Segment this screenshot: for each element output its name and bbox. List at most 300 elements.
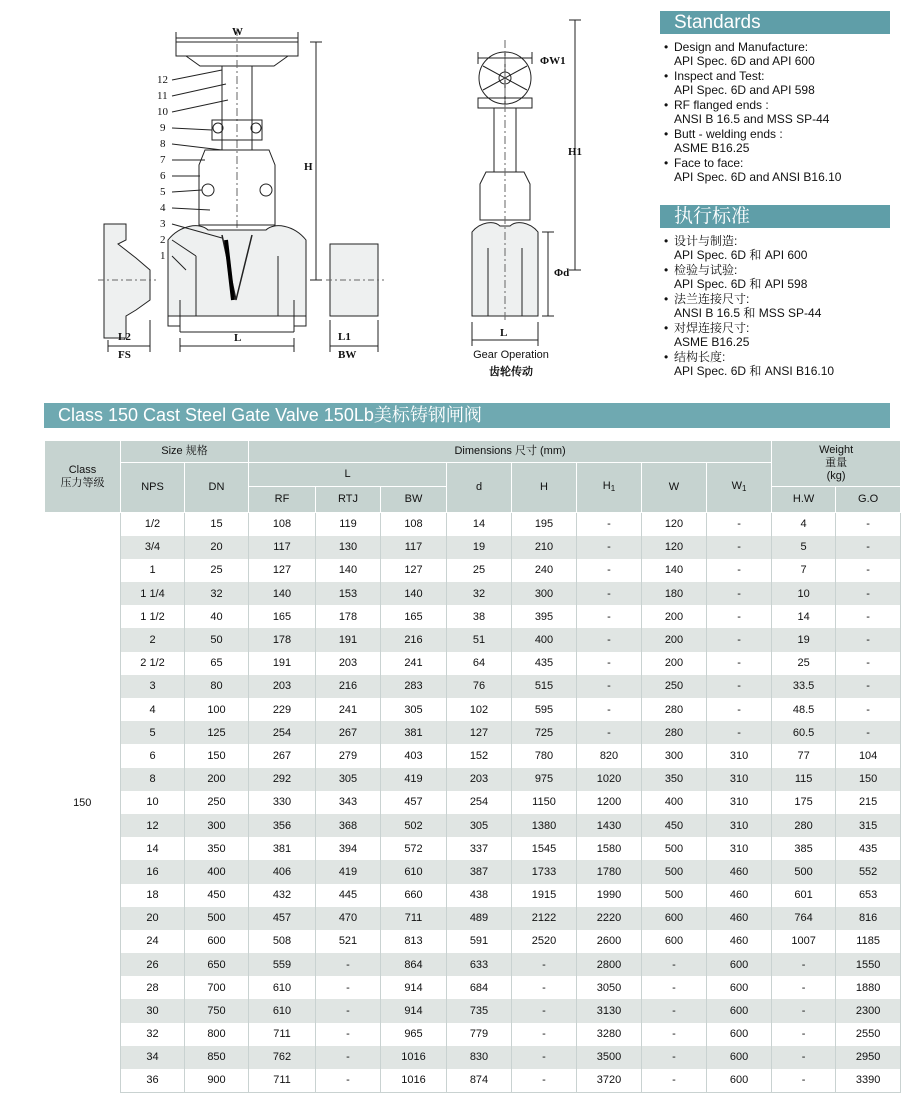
- table-row: [45, 814, 901, 837]
- table-cell: 280: [642, 698, 707, 721]
- table-cell: 750: [185, 999, 249, 1022]
- table-row: [45, 907, 901, 930]
- table-cell: 215: [836, 791, 901, 814]
- table-cell: 600: [642, 907, 707, 930]
- standard-label: • 检验与试验:: [664, 263, 890, 277]
- table-cell: 816: [836, 907, 901, 930]
- table-cell: 2: [121, 628, 185, 651]
- table-cell: 400: [185, 860, 249, 883]
- table-cell: 1016: [381, 1046, 447, 1069]
- table-cell: 500: [642, 837, 707, 860]
- table-cell: 610: [381, 860, 447, 883]
- table-cell: 559: [249, 953, 316, 976]
- table-cell: -: [577, 721, 642, 744]
- table-cell: 1430: [577, 814, 642, 837]
- table-cell: 1915: [512, 884, 577, 907]
- table-cell: 1780: [577, 860, 642, 883]
- table-cell: 502: [381, 814, 447, 837]
- table-cell: 500: [185, 907, 249, 930]
- table-cell: -: [772, 1069, 836, 1092]
- table-row: [45, 698, 901, 721]
- table-row: [45, 559, 901, 582]
- table-row: [45, 652, 901, 675]
- table-cell: 900: [185, 1069, 249, 1092]
- dim-label-fs: FS: [118, 349, 131, 361]
- table-cell: 3390: [836, 1069, 901, 1092]
- header-h1-sub: 1: [610, 484, 616, 493]
- table-cell: -: [836, 605, 901, 628]
- table-cell: 25: [185, 559, 249, 582]
- table-cell: 60.5: [772, 721, 836, 744]
- standard-item: [664, 98, 890, 126]
- table-cell: 813: [381, 930, 447, 953]
- table-cell: 200: [185, 768, 249, 791]
- table-cell: 200: [642, 605, 707, 628]
- table-cell: 381: [381, 721, 447, 744]
- table-cell: -: [642, 1023, 707, 1046]
- table-cell: 330: [249, 791, 316, 814]
- table-cell: 305: [316, 768, 381, 791]
- table-cell: 140: [249, 582, 316, 605]
- part-number: 4: [160, 202, 166, 214]
- part-number: 1: [160, 250, 166, 262]
- table-cell: 64: [447, 652, 512, 675]
- part-number: 11: [157, 90, 168, 102]
- table-cell: 343: [316, 791, 381, 814]
- dim-label-d: Φd: [554, 267, 570, 279]
- table-cell: 515: [512, 675, 577, 698]
- table-cell: 403: [381, 744, 447, 767]
- table-cell: 38: [447, 605, 512, 628]
- table-cell: 595: [512, 698, 577, 721]
- header-hw: H.W: [772, 487, 836, 513]
- table-row: [45, 976, 901, 999]
- table-cell: -: [707, 536, 772, 559]
- table-cell: 1185: [836, 930, 901, 953]
- table-cell: 310: [707, 814, 772, 837]
- table-cell: 130: [316, 536, 381, 559]
- standards-list-zh: [660, 228, 890, 378]
- header-h: H: [512, 463, 577, 513]
- dim-label-h: H: [304, 161, 313, 173]
- standard-label: • Butt - welding ends :: [664, 127, 890, 141]
- table-cell: 572: [381, 837, 447, 860]
- table-cell: 254: [447, 791, 512, 814]
- table-cell: 435: [836, 837, 901, 860]
- table-cell: 14: [447, 513, 512, 536]
- table-cell: 200: [642, 628, 707, 651]
- table-cell: 32: [121, 1023, 185, 1046]
- header-dn: DN: [185, 463, 249, 513]
- table-cell: 51: [447, 628, 512, 651]
- standard-item: [664, 234, 890, 262]
- table-row: [45, 930, 901, 953]
- table-cell: 700: [185, 976, 249, 999]
- table-cell: 2 1/2: [121, 652, 185, 675]
- table-cell: 250: [642, 675, 707, 698]
- table-row: [45, 999, 901, 1022]
- standard-label: • RF flanged ends :: [664, 98, 890, 112]
- table-row: [45, 675, 901, 698]
- header-d: d: [447, 463, 512, 513]
- table-cell: 292: [249, 768, 316, 791]
- header-class-en: Class: [68, 463, 97, 476]
- table-cell: 65: [185, 652, 249, 675]
- gear-operation-caption-zh: 齿轮传动: [489, 366, 533, 378]
- table-cell: -: [316, 953, 381, 976]
- table-cell: 195: [512, 513, 577, 536]
- table-cell: 780: [512, 744, 577, 767]
- table-cell: 406: [249, 860, 316, 883]
- table-cell: 15: [185, 513, 249, 536]
- standard-item: [664, 69, 890, 97]
- table-row: [45, 721, 901, 744]
- table-cell: 1007: [772, 930, 836, 953]
- table-row: [45, 628, 901, 651]
- table-cell: 32: [185, 582, 249, 605]
- table-cell: 10: [772, 582, 836, 605]
- header-class: [45, 441, 121, 513]
- header-h1-main: H: [602, 480, 611, 492]
- table-cell: 800: [185, 1023, 249, 1046]
- standard-value: ANSI B 16.5 and MSS SP-44: [674, 112, 830, 126]
- table-cell: 127: [381, 559, 447, 582]
- table-cell: -: [577, 559, 642, 582]
- dim-label-h1: H1: [568, 146, 583, 158]
- table-cell: 500: [772, 860, 836, 883]
- header-rtj: RTJ: [316, 487, 381, 513]
- table-cell: 610: [249, 999, 316, 1022]
- page-title: Class 150 Cast Steel Gate Valve 150Lb美标铸钢闸阀: [44, 403, 890, 428]
- table-cell: 100: [185, 698, 249, 721]
- standards-panel-en: [660, 11, 890, 185]
- table-cell: 127: [249, 559, 316, 582]
- table-cell: 127: [447, 721, 512, 744]
- table-cell: 117: [381, 536, 447, 559]
- table-cell: 125: [185, 721, 249, 744]
- table-cell: 600: [707, 1046, 772, 1069]
- table-cell: 20: [185, 536, 249, 559]
- table-row: [45, 536, 901, 559]
- table-cell: 140: [381, 582, 447, 605]
- dim-label-bw: BW: [338, 349, 357, 361]
- table-cell: 521: [316, 930, 381, 953]
- table-cell: -: [772, 976, 836, 999]
- table-cell: 10: [121, 791, 185, 814]
- table-cell: 600: [707, 999, 772, 1022]
- table-cell: 280: [642, 721, 707, 744]
- table-cell: 600: [642, 930, 707, 953]
- table-cell: -: [642, 1069, 707, 1092]
- standard-label: • Design and Manufacture:: [664, 40, 890, 54]
- table-cell: 435: [512, 652, 577, 675]
- table-cell: 16: [121, 860, 185, 883]
- table-cell: 18: [121, 884, 185, 907]
- standard-label: • 对焊连接尺寸:: [664, 321, 890, 335]
- table-cell: 600: [707, 976, 772, 999]
- dim-label-l2: L2: [118, 331, 131, 343]
- table-cell: -: [707, 652, 772, 675]
- table-cell: 33.5: [772, 675, 836, 698]
- standard-value: API Spec. 6D and API 598: [674, 83, 815, 97]
- table-cell: 830: [447, 1046, 512, 1069]
- table-cell: 14: [121, 837, 185, 860]
- standard-value: API Spec. 6D 和 API 598: [674, 277, 808, 291]
- table-cell: 2600: [577, 930, 642, 953]
- table-cell: -: [836, 675, 901, 698]
- table-cell: 165: [249, 605, 316, 628]
- table-cell: -: [772, 953, 836, 976]
- table-cell: -: [836, 536, 901, 559]
- standards-heading-zh: 执行标准: [660, 205, 890, 228]
- header-weight-en: Weight: [819, 444, 854, 456]
- table-cell: 820: [577, 744, 642, 767]
- valve-drawings: [0, 0, 650, 395]
- table-cell: 600: [707, 1023, 772, 1046]
- table-cell: 874: [447, 1069, 512, 1092]
- table-cell: 460: [707, 860, 772, 883]
- table-cell: 3/4: [121, 536, 185, 559]
- table-cell: 350: [185, 837, 249, 860]
- standard-label: • Inspect and Test:: [664, 69, 890, 83]
- dim-label-w1: ΦW1: [540, 55, 566, 67]
- table-cell: 457: [381, 791, 447, 814]
- table-cell: 735: [447, 999, 512, 1022]
- table-cell: 77: [772, 744, 836, 767]
- table-cell: -: [512, 976, 577, 999]
- table-cell: -: [772, 1046, 836, 1069]
- table-cell: -: [707, 721, 772, 744]
- valve-drawing-svg: [0, 0, 650, 395]
- table-row: [45, 513, 901, 536]
- table-cell: -: [642, 1046, 707, 1069]
- table-cell: 34: [121, 1046, 185, 1069]
- header-size: Size 规格: [121, 441, 249, 463]
- table-cell: 6: [121, 744, 185, 767]
- table-cell: 119: [316, 513, 381, 536]
- table-cell: 914: [381, 976, 447, 999]
- table-cell: 400: [642, 791, 707, 814]
- table-cell: 2122: [512, 907, 577, 930]
- standard-value: API Spec. 6D 和 ANSI B16.10: [674, 364, 835, 378]
- standard-item: [664, 321, 890, 349]
- header-go: G.O: [836, 487, 901, 513]
- part-number: 10: [157, 106, 168, 118]
- header-rf: RF: [249, 487, 316, 513]
- table-cell: -: [707, 698, 772, 721]
- table-cell: 762: [249, 1046, 316, 1069]
- table-cell: 20: [121, 907, 185, 930]
- table-cell: 283: [381, 675, 447, 698]
- dim-label-w: W: [232, 26, 243, 38]
- table-cell: 2300: [836, 999, 901, 1022]
- table-cell: -: [577, 582, 642, 605]
- standard-item: [664, 40, 890, 68]
- table-cell: 117: [249, 536, 316, 559]
- table-cell: 150: [836, 768, 901, 791]
- table-cell: -: [836, 513, 901, 536]
- standard-item: [664, 127, 890, 155]
- table-cell: 1016: [381, 1069, 447, 1092]
- table-cell: 850: [185, 1046, 249, 1069]
- table-cell: 254: [249, 721, 316, 744]
- table-cell: 203: [249, 675, 316, 698]
- table-cell: 279: [316, 744, 381, 767]
- table-cell: -: [836, 721, 901, 744]
- header-w1-sub: 1: [742, 484, 747, 493]
- table-header: [45, 441, 901, 513]
- table-cell: -: [316, 976, 381, 999]
- table-cell: -: [642, 999, 707, 1022]
- table-cell: 32: [447, 582, 512, 605]
- dim-label-l: L: [234, 332, 242, 344]
- table-cell: 80: [185, 675, 249, 698]
- table-row: [45, 605, 901, 628]
- table-cell: 2550: [836, 1023, 901, 1046]
- table-cell: -: [772, 1023, 836, 1046]
- table-cell: 300: [512, 582, 577, 605]
- table-cell: 150: [185, 744, 249, 767]
- table-cell: 445: [316, 884, 381, 907]
- table-cell: -: [512, 1046, 577, 1069]
- table-cell: 26: [121, 953, 185, 976]
- table-row: [45, 953, 901, 976]
- table-cell: 864: [381, 953, 447, 976]
- table-row: [45, 860, 901, 883]
- table-cell: 241: [381, 652, 447, 675]
- table-cell: 210: [512, 536, 577, 559]
- table-cell: 450: [642, 814, 707, 837]
- table-cell: 684: [447, 976, 512, 999]
- table-cell: -: [577, 605, 642, 628]
- part-number: 8: [160, 138, 166, 150]
- table-cell: 315: [836, 814, 901, 837]
- table-cell: 24: [121, 930, 185, 953]
- table-cell: 500: [642, 860, 707, 883]
- table-cell: 216: [316, 675, 381, 698]
- table-cell: 115: [772, 768, 836, 791]
- table-cell: 175: [772, 791, 836, 814]
- table-cell: 104: [836, 744, 901, 767]
- standard-value: API Spec. 6D and ANSI B16.10: [674, 170, 842, 184]
- table-cell: 337: [447, 837, 512, 860]
- table-cell: 3050: [577, 976, 642, 999]
- dim-label-l1: L1: [338, 331, 351, 343]
- table-cell: 1/2: [121, 513, 185, 536]
- table-cell: 3280: [577, 1023, 642, 1046]
- standard-item: [664, 156, 890, 184]
- table-cell: 385: [772, 837, 836, 860]
- table-row: [45, 1046, 901, 1069]
- table-cell: -: [577, 675, 642, 698]
- table-row: [45, 582, 901, 605]
- table-cell: 508: [249, 930, 316, 953]
- table-cell: 1200: [577, 791, 642, 814]
- table-cell: 779: [447, 1023, 512, 1046]
- header-dimensions: Dimensions 尺寸 (mm): [249, 441, 772, 463]
- table-cell: -: [316, 1069, 381, 1092]
- table-cell: 2800: [577, 953, 642, 976]
- class-value-cell: 150: [45, 513, 121, 1093]
- table-cell: 394: [316, 837, 381, 860]
- table-cell: 633: [447, 953, 512, 976]
- table-cell: 1380: [512, 814, 577, 837]
- table-cell: 1880: [836, 976, 901, 999]
- part-number-labels: [157, 74, 169, 262]
- table-cell: 267: [316, 721, 381, 744]
- table-cell: 711: [249, 1023, 316, 1046]
- table-cell: 660: [381, 884, 447, 907]
- table-cell: 300: [185, 814, 249, 837]
- table-cell: 305: [447, 814, 512, 837]
- table-cell: -: [707, 605, 772, 628]
- table-cell: 300: [642, 744, 707, 767]
- table-cell: 76: [447, 675, 512, 698]
- table-cell: 2220: [577, 907, 642, 930]
- header-weight-zh: 重量: [825, 457, 848, 469]
- standard-item: [664, 263, 890, 291]
- table-cell: -: [836, 582, 901, 605]
- table-cell: 1990: [577, 884, 642, 907]
- table-cell: 140: [316, 559, 381, 582]
- standard-label: • Face to face:: [664, 156, 890, 170]
- table-cell: 310: [707, 744, 772, 767]
- part-number: 3: [160, 218, 166, 230]
- table-row: [45, 837, 901, 860]
- table-cell: 108: [249, 513, 316, 536]
- table-cell: 4: [121, 698, 185, 721]
- table-cell: 5: [772, 536, 836, 559]
- table-cell: 419: [316, 860, 381, 883]
- table-cell: 419: [381, 768, 447, 791]
- table-cell: 381: [249, 837, 316, 860]
- table-row: [45, 744, 901, 767]
- table-cell: 12: [121, 814, 185, 837]
- table-cell: 4: [772, 513, 836, 536]
- part-number: 7: [160, 154, 166, 166]
- table-cell: -: [836, 652, 901, 675]
- table-cell: 460: [707, 930, 772, 953]
- header-h1: [577, 463, 642, 513]
- table-cell: 200: [642, 652, 707, 675]
- table-cell: -: [577, 513, 642, 536]
- table-cell: 975: [512, 768, 577, 791]
- table-cell: 470: [316, 907, 381, 930]
- header-nps: NPS: [121, 463, 185, 513]
- table-cell: 3130: [577, 999, 642, 1022]
- table-cell: -: [707, 513, 772, 536]
- table-cell: 600: [185, 930, 249, 953]
- table-row: [45, 791, 901, 814]
- table-cell: 711: [249, 1069, 316, 1092]
- table-cell: 1: [121, 559, 185, 582]
- table-cell: 764: [772, 907, 836, 930]
- table-cell: 725: [512, 721, 577, 744]
- table-cell: 120: [642, 536, 707, 559]
- standard-label: • 法兰连接尺寸:: [664, 292, 890, 306]
- table-cell: 310: [707, 791, 772, 814]
- table-cell: -: [707, 559, 772, 582]
- part-number: 6: [160, 170, 166, 182]
- table-cell: 500: [642, 884, 707, 907]
- table-cell: 438: [447, 884, 512, 907]
- table-cell: 8: [121, 768, 185, 791]
- header-weight: [772, 441, 901, 487]
- table-cell: 102: [447, 698, 512, 721]
- table-cell: 600: [707, 1069, 772, 1092]
- table-cell: -: [316, 999, 381, 1022]
- table-cell: 191: [249, 652, 316, 675]
